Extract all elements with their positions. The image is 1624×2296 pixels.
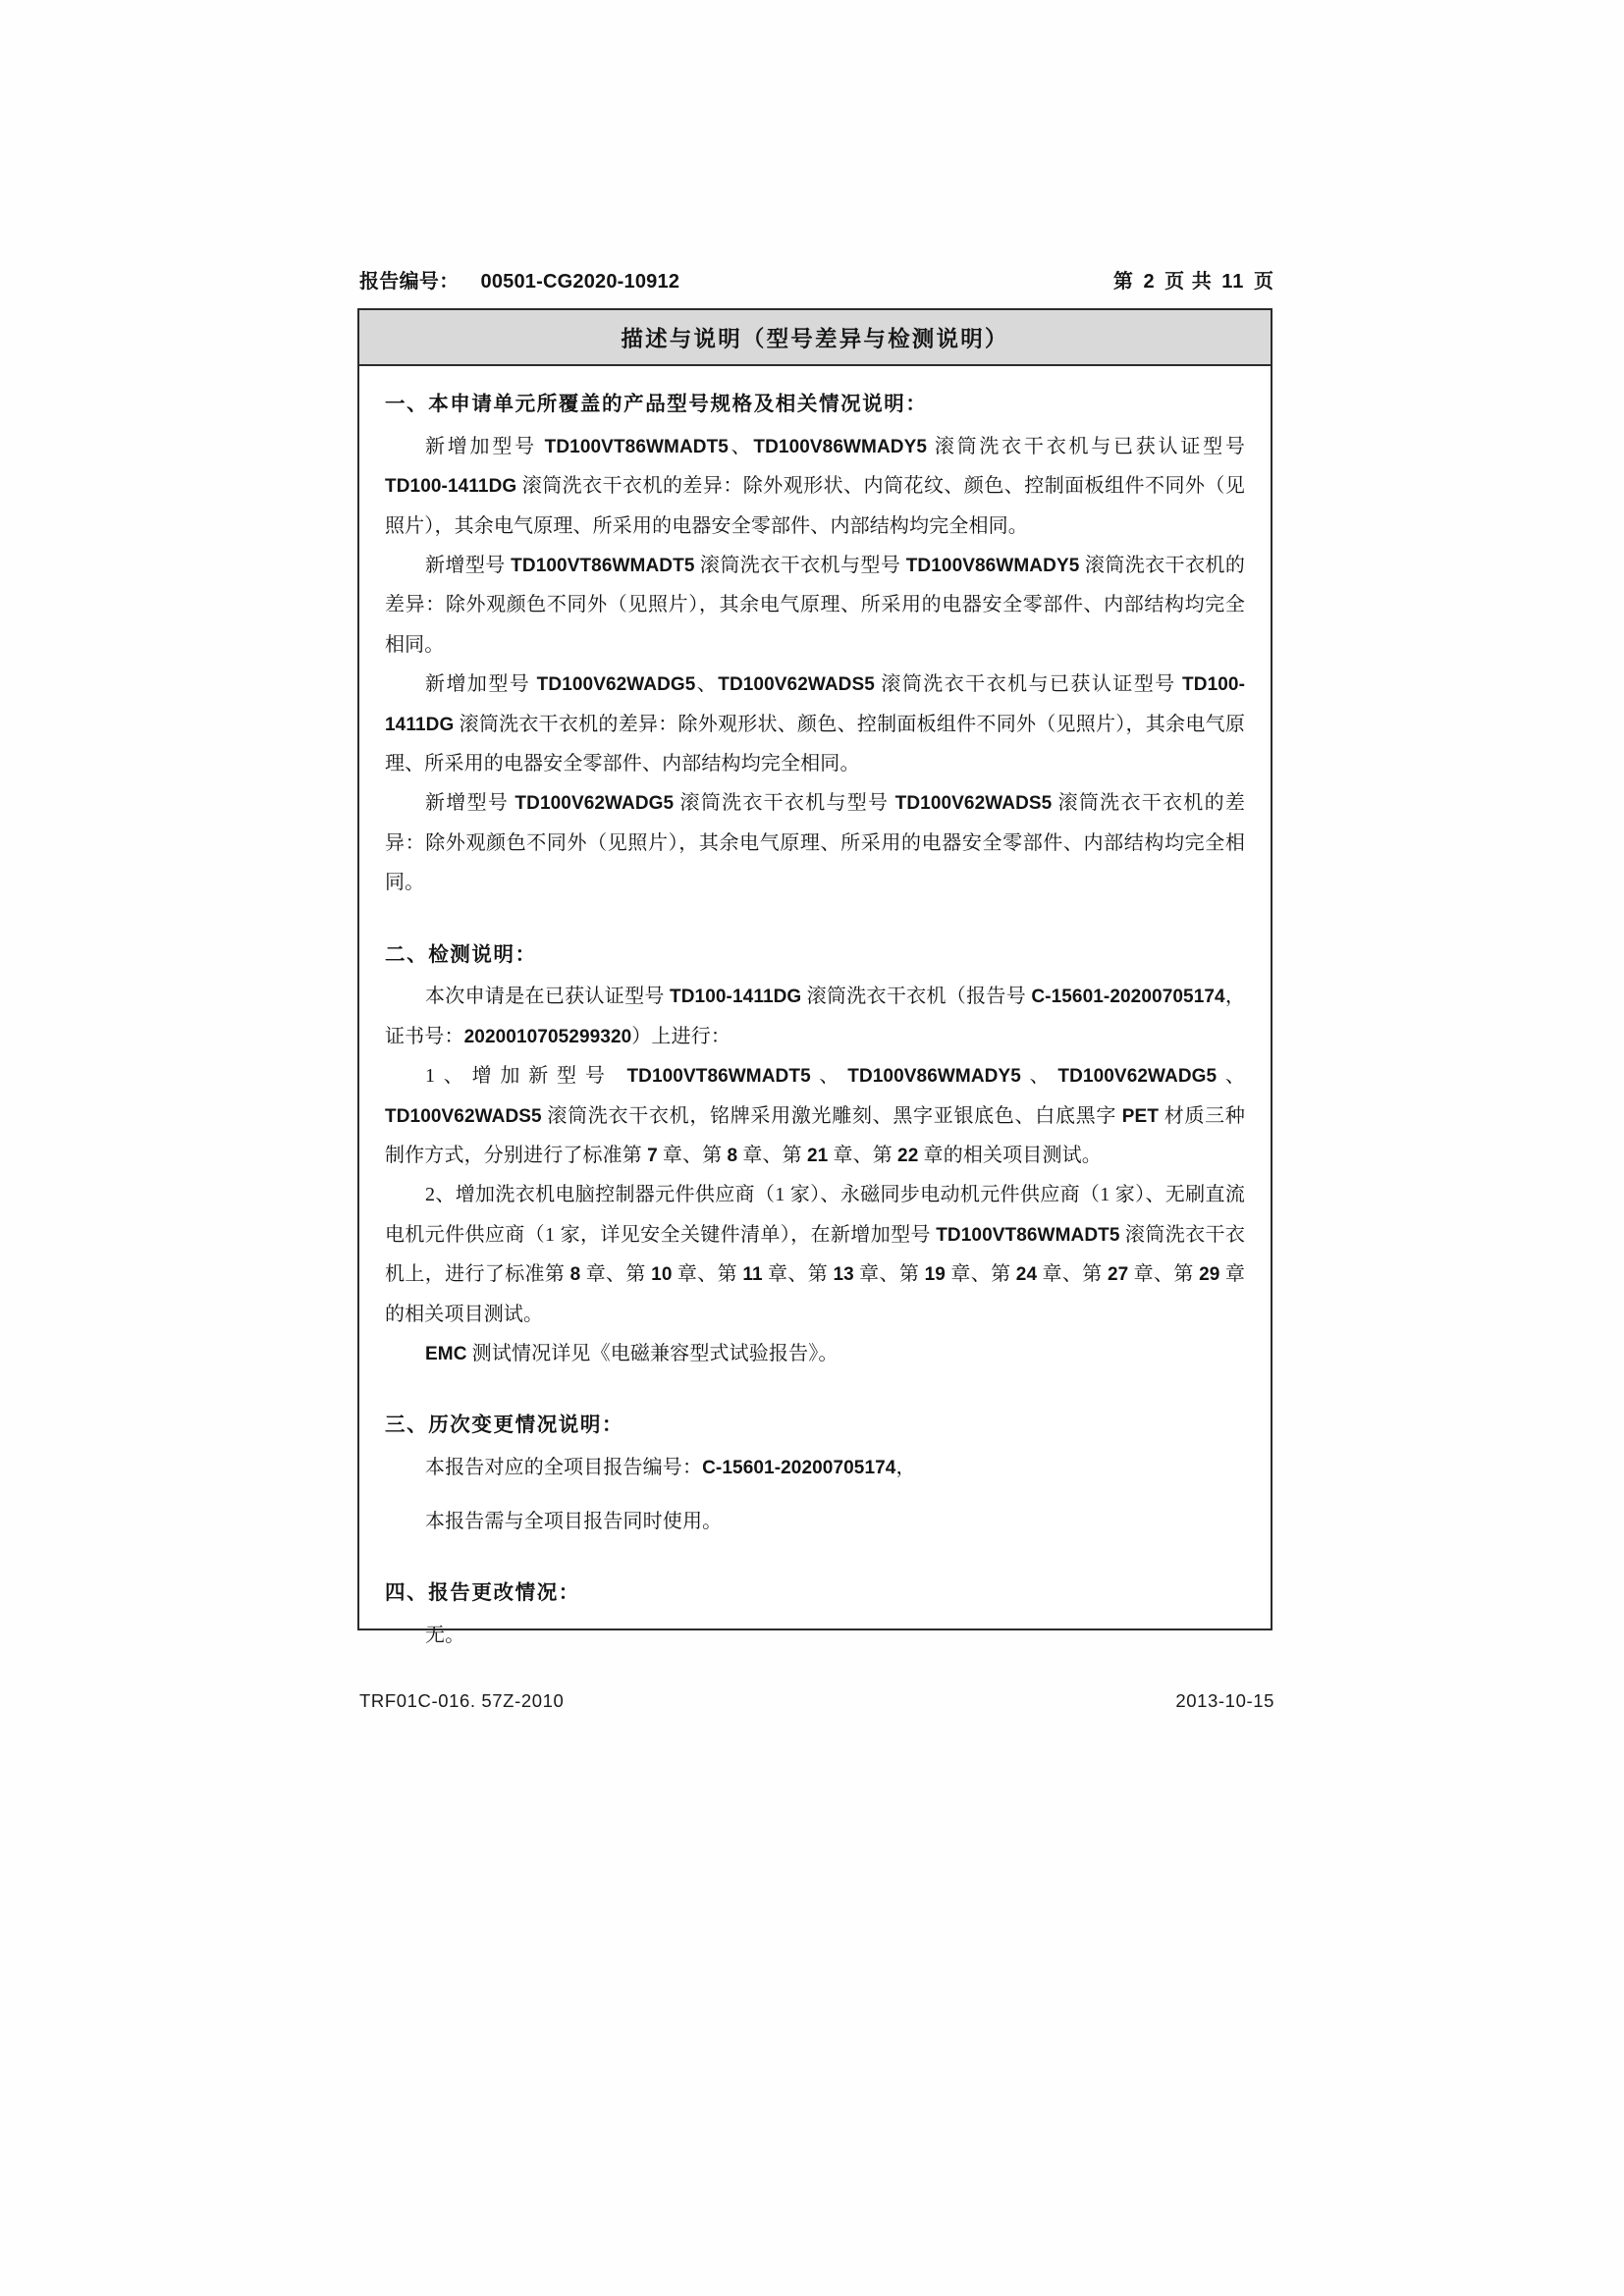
text-run: 章、第 [853, 1263, 925, 1286]
text-run: 本次申请是在已获认证型号 [425, 986, 671, 1008]
text-run: 章的相关项目测试。 [918, 1145, 1102, 1166]
text-run: 章、第 [737, 1145, 807, 1166]
clause-number: 7 [647, 1146, 658, 1166]
report-number-value: 00501-CG2020-10912 [480, 271, 680, 293]
clause-number: 29 [1199, 1264, 1220, 1286]
model-number: TD100VT86WMADT5 [544, 436, 729, 457]
text-run: 滚筒洗衣干衣机与型号 [674, 792, 895, 815]
clause-number: 8 [727, 1146, 738, 1166]
text-run: 滚筒洗衣干衣机上，进行了标准第 [385, 1223, 1245, 1286]
text-run: 新增加型号 [425, 673, 537, 696]
report-reference-number: C-15601-20200705174 [702, 1458, 896, 1479]
text-run: 滚筒洗衣干衣机的差异：除外观形状、内筒花纹、颜色、控制面板组件不同外（见照片），其余电气原理、所采用的电器安全零部件、内部结构均完全相同。 [385, 475, 1245, 537]
text-run: 章、第 [762, 1263, 834, 1286]
section-2-heading: 二、检测说明： [385, 943, 537, 966]
text-run: ，证书号： [385, 986, 1246, 1047]
model-number: TD100V62WADG5 [1057, 1066, 1218, 1088]
text-run: 章、第 [1128, 1263, 1200, 1286]
description-section-box [357, 308, 1272, 1646]
form-date: 2013-10-15 [1175, 1690, 1274, 1711]
text-run: 章、第 [580, 1263, 652, 1286]
spacer [385, 1488, 1245, 1502]
certificate-number: 2020010705299320 [463, 1026, 632, 1047]
text-run: 、 [695, 673, 719, 696]
text-run: 滚筒洗衣干衣机与已获认证型号 [874, 673, 1183, 696]
text-run: 滚筒洗衣干衣机的差异：除外观形状、颜色、控制面板组件不同外（见照片），其余电气原理、所采用的电器安全零部件、内部结构均完全相同。 [385, 713, 1245, 774]
model-number: TD100VT86WMADT5 [936, 1224, 1120, 1246]
text-run: 章、第 [672, 1263, 743, 1286]
report-reference-number: C-15601-20200705174 [1031, 987, 1225, 1008]
text-run: 、 [1217, 1065, 1246, 1088]
text-run: 新增型号 [425, 555, 512, 577]
clause-number: 13 [833, 1264, 854, 1286]
report-number [359, 265, 679, 294]
model-number: TD100VT86WMADT5 [511, 556, 695, 577]
text-run: 滚筒洗衣干衣机与型号 [694, 555, 906, 577]
section-3-heading: 三、历次变更情况说明： [385, 1415, 624, 1437]
text-run: 滚筒洗衣干衣机，铭牌采用激光雕刻、黑字亚银底色、白底黑字 [541, 1104, 1122, 1127]
text-run: 1、增加新型号 [425, 1065, 627, 1088]
clause-number: 22 [897, 1146, 919, 1166]
model-number: TD100VT86WMADT5 [626, 1066, 811, 1088]
model-number: TD100V86WMADY5 [847, 1066, 1021, 1088]
text-run: 滚筒洗衣干衣机（报告号 [801, 986, 1032, 1008]
clause-number: 27 [1107, 1264, 1129, 1286]
section-body [359, 366, 1271, 1655]
clause-number: 10 [651, 1264, 673, 1286]
model-number: TD100V86WMADY5 [753, 436, 928, 457]
text-run: 滚筒洗衣干衣机的差异：除外观颜色不同外（见照片），其余电气原理、所采用的电器安全零部件、内部结构均完全相同。 [385, 555, 1246, 656]
page-header [359, 265, 1274, 294]
text-run: ， [895, 1457, 916, 1479]
section-2-item-2 [385, 1175, 1245, 1334]
text-run: ）上进行： [631, 1025, 731, 1047]
model-number: TD100V62WADG5 [536, 674, 696, 696]
text-run: 2、增加洗衣机电脑控制器元件供应商（1 家）、永磁同步电动机元件供应商（1 家）、无刷直流电机元件供应商（1 家，详见安全关键件清单），在新增加型号 [385, 1184, 1245, 1246]
page-footer [359, 1690, 1274, 1712]
section-3-paragraph-1 [385, 1448, 1245, 1487]
spacer [385, 1541, 1245, 1567]
model-number: TD100V86WMADY5 [905, 556, 1080, 577]
text-run: 材质三种制作方式，分别进行了标准第 [385, 1104, 1246, 1166]
page-suffix-label: 页 [1254, 271, 1274, 293]
text-run: 章、第 [828, 1145, 898, 1166]
spacer [385, 1373, 1245, 1399]
text-run: 章、第 [1037, 1263, 1108, 1286]
model-number: TD100-1411DG [385, 476, 517, 498]
section-2-emc-note [385, 1334, 1245, 1373]
clause-number: 24 [1015, 1264, 1038, 1286]
text-run: 、 [1020, 1065, 1058, 1088]
text-run: 测试情况详见《电磁兼容型式试验报告》。 [466, 1342, 839, 1364]
section-1-paragraph-1 [385, 427, 1245, 546]
section-title-bar [359, 310, 1271, 366]
report-number-label: 报告编号： [359, 271, 460, 293]
text-run: 新增加型号 [425, 435, 545, 457]
clause-number: 21 [806, 1146, 829, 1166]
material-code: PET [1121, 1105, 1160, 1127]
clause-number: 19 [924, 1264, 946, 1286]
spacer [385, 903, 1245, 929]
emc-label: EMC [425, 1343, 467, 1364]
model-number: TD100V62WADS5 [894, 793, 1053, 815]
section-title: 描述与说明（型号差异与检测说明） [621, 326, 1009, 351]
text-run: 章、第 [657, 1145, 728, 1166]
section-1-heading: 一、本申请单元所覆盖的产品型号规格及相关情况说明： [385, 394, 928, 415]
page-current-number: 2 [1143, 271, 1156, 293]
section-2-item-1 [385, 1056, 1245, 1175]
page-total-number: 11 [1221, 271, 1245, 293]
clause-number: 11 [742, 1264, 763, 1286]
page-indicator [1113, 265, 1274, 294]
section-1-paragraph-3 [385, 665, 1245, 783]
section-3-paragraph-2: 本报告需与全项目报告同时使用。 [425, 1510, 723, 1532]
clause-number: 8 [569, 1264, 581, 1286]
text-run: 章的相关项目测试。 [385, 1263, 1245, 1325]
model-number: TD100V62WADS5 [718, 674, 875, 696]
text-run: 、 [728, 435, 754, 457]
section-4-paragraph-1: 无。 [425, 1624, 465, 1646]
text-run: 、 [810, 1065, 848, 1088]
text-run: 滚筒洗衣干衣机的差异：除外观颜色不同外（见照片），其余电气原理、所采用的电器安全零部件、内部结构均完全相同。 [385, 792, 1246, 894]
page-mid-label: 页 共 [1164, 271, 1213, 293]
model-number: TD100V62WADS5 [385, 1105, 542, 1127]
text-run: 新增型号 [425, 792, 515, 815]
model-number: TD100-1411DG [670, 987, 802, 1008]
text-run: 章、第 [945, 1263, 1016, 1286]
text-run: 本报告对应的全项目报告编号： [425, 1457, 703, 1479]
text-run: 滚筒洗衣干衣机与已获认证型号 [927, 435, 1246, 457]
model-number: TD100-1411DG [385, 674, 1246, 735]
section-4-heading: 四、报告更改情况： [385, 1582, 580, 1604]
section-1-paragraph-2 [385, 546, 1245, 665]
section-2-paragraph-1 [385, 977, 1245, 1056]
page-prefix-label: 第 [1112, 271, 1134, 293]
model-number: TD100V62WADG5 [514, 793, 675, 815]
section-1-paragraph-4 [385, 783, 1245, 902]
form-code: TRF01C-016. 57Z-2010 [359, 1690, 565, 1711]
